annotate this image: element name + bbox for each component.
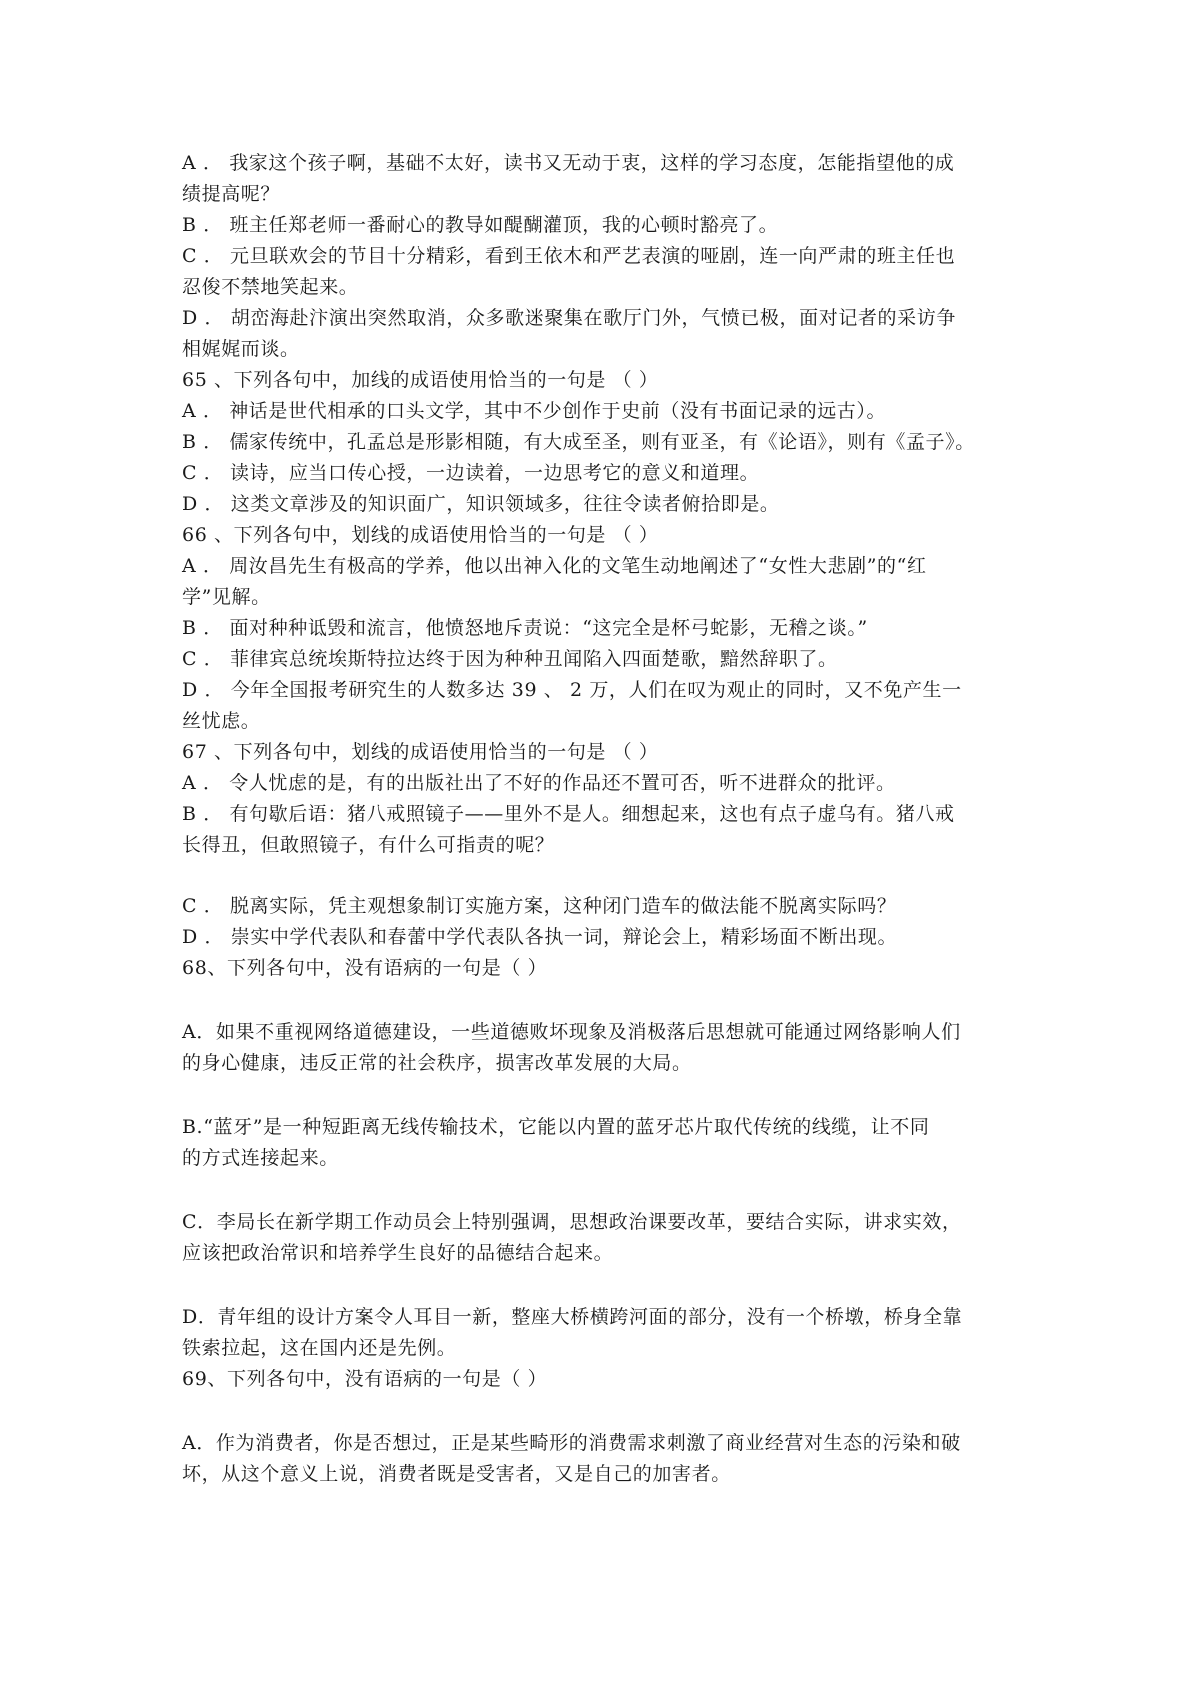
q67-option-b: B ． 有句歇后语：猪八戒照镜子——里外不是人。细想起来，这也有点子虚乌有。猪八戒 [182, 803, 955, 825]
question-66: 66 、下列各句中，划线的成语使用恰当的一句是 （ ） [182, 524, 659, 546]
q66-option-d-cont: 丝忧虑。 [182, 710, 261, 732]
option-b-line: B ． 班主任郑老师一番耐心的教导如醍醐灌顶，我的心顿时豁亮了。 [182, 214, 779, 236]
q68-option-b: B.“蓝牙”是一种短距离无线传输技术，它能以内置的蓝牙芯片取代传统的线缆，让不同 [182, 1116, 930, 1138]
document-page [182, 148, 1022, 1490]
q67-option-a: A ． 令人忧虑的是，有的出版社出了不好的作品还不置可否，听不进群众的批评。 [182, 772, 896, 794]
q67-option-b-cont: 长得丑，但敢照镜子，有什么可指责的呢？ [182, 834, 555, 856]
q67-option-c: C ． 脱离实际，凭主观想象制订实施方案，这种闭门造车的做法能不脱离实际吗？ [182, 895, 897, 917]
q68-option-d-cont: 铁索拉起，这在国内还是先例。 [182, 1337, 457, 1359]
q68-option-b-cont: 的方式连接起来。 [182, 1147, 339, 1169]
q65-option-c: C ． 读诗，应当口传心授，一边读着，一边思考它的意义和道理。 [182, 462, 760, 484]
option-d-line-cont: 相娓娓而谈。 [182, 338, 300, 360]
q65-option-d: D ． 这类文章涉及的知识面广，知识领域多，往往令读者俯拾即是。 [182, 493, 780, 515]
q69-option-a-cont: 坏，从这个意义上说，消费者既是受害者，又是自己的加害者。 [182, 1463, 731, 1485]
q67-option-d: D ． 崇实中学代表队和春蕾中学代表队各执一词，辩论会上，精彩场面不断出现。 [182, 926, 898, 948]
question-67: 67 、下列各句中，划线的成语使用恰当的一句是 （ ） [182, 741, 659, 763]
option-c-line-cont: 忍俊不禁地笑起来。 [182, 276, 359, 298]
question-68: 68、下列各句中，没有语病的一句是（ ） [182, 957, 548, 979]
q68-option-c-cont: 应该把政治常识和培养学生良好的品德结合起来。 [182, 1242, 614, 1264]
option-a-line: A ． 我家这个孩子啊，基础不太好，读书又无动于衷，这样的学习态度，怎能指望他的成 [182, 152, 955, 174]
option-c-line: C ． 元旦联欢会的节目十分精彩，看到王依木和严艺表演的哑剧，连一向严肃的班主任也 [182, 245, 956, 267]
q68-option-a: A．如果不重视网络道德建设，一些道德败坏现象及消极落后思想就可能通过网络影响人们 [182, 1021, 961, 1043]
q65-option-a: A ． 神话是世代相承的口头文学，其中不少创作于史前（没有书面记录的远古）。 [182, 400, 887, 422]
option-a-line-cont: 绩提高呢？ [182, 183, 281, 205]
question-69: 69、下列各句中，没有语病的一句是（ ） [182, 1368, 548, 1390]
option-d-line: D ． 胡峦海赴汴演出突然取消，众多歌迷聚集在歌厅门外，气愤已极，面对记者的采访争 [182, 307, 956, 329]
q68-option-c: C．李局长在新学期工作动员会上特别强调，思想政治课要改革，要结合实际，讲求实效， [182, 1211, 962, 1233]
q66-option-a: A ． 周汝昌先生有极高的学养，他以出神入化的文笔生动地阐述了“女性大悲剧”的“红 [182, 555, 927, 577]
q69-option-a: A．作为消费者，你是否想过，正是某些畸形的消费需求刺激了商业经营对生态的污染和破 [182, 1432, 961, 1454]
q68-option-d: D．青年组的设计方案令人耳目一新，整座大桥横跨河面的部分，没有一个桥墩，桥身全靠 [182, 1306, 963, 1328]
q68-option-a-cont: 的身心健康，违反正常的社会秩序，损害改革发展的大局。 [182, 1052, 692, 1074]
question-65: 65 、下列各句中，加线的成语使用恰当的一句是 （ ） [182, 369, 659, 391]
q66-option-b: B ． 面对种种诋毁和流言，他愤怒地斥责说：“这完全是杯弓蛇影，无稽之谈。” [182, 617, 868, 639]
q66-option-a-cont: 学”见解。 [182, 586, 271, 608]
q66-option-c: C ． 菲律宾总统埃斯特拉达终于因为种种丑闻陷入四面楚歌，黯然辞职了。 [182, 648, 838, 670]
q65-option-b: B ． 儒家传统中，孔孟总是形影相随，有大成至圣，则有亚圣，有《论语》，则有《孟子》。 [182, 431, 975, 453]
q66-option-d: D ． 今年全国报考研究生的人数多达 39 、 2 万，人们在叹为观止的同时，又不免产生一 [182, 679, 962, 701]
